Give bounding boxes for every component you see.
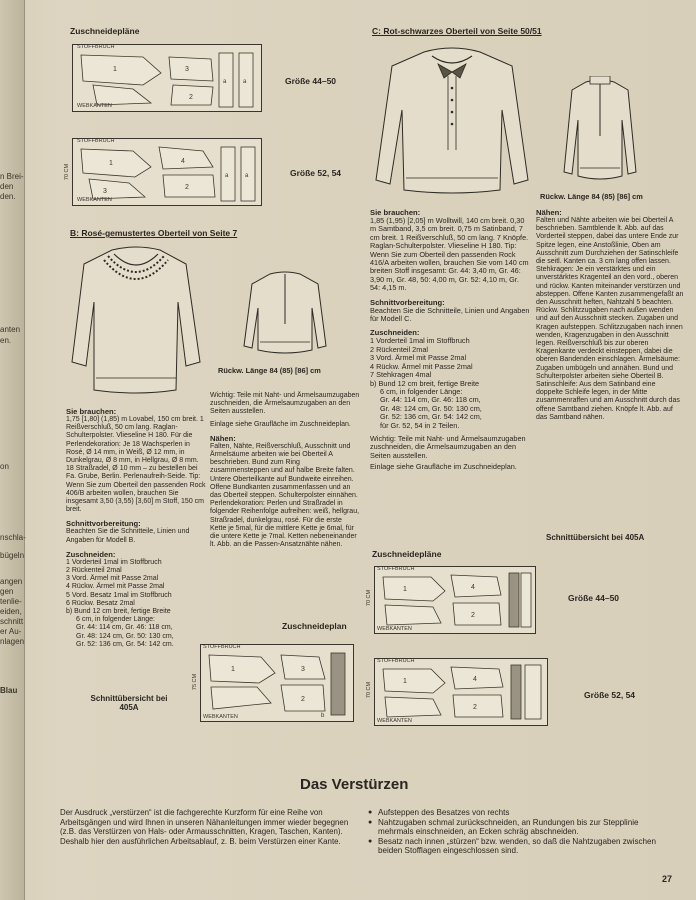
section-b-plan-title: Zuschneideplan: [282, 621, 347, 631]
verstuerzen-step: ● Nahtzugaben schmal zurückschneiden, an Rundungen bis zur Stepplinie mehrmals einschneiden, an Ecken schräg abschneiden.: [368, 818, 668, 837]
cutting-plan-44-50: [72, 44, 262, 112]
section-c-zusch-line: Gr. 44: 114 cm, Gr. 46: 118 cm,: [380, 395, 481, 405]
section-c-zusch-line: 4 Rückw. Ärmel mit Passe 2mal: [370, 361, 473, 371]
svg-text:3: 3: [301, 666, 305, 673]
section-c-title: C: Rot-schwarzes Oberteil von Seite 50/51: [372, 26, 542, 36]
prev-text: er Au-: [0, 627, 22, 636]
prev-text: bügeln: [0, 551, 25, 560]
section-b-vorb-title: Schnittvorbereitung:: [66, 519, 141, 529]
previous-page-edge: [0, 0, 25, 900]
verstuerzen-intro: Der Ausdruck „verstürzen“ ist die fachgerechte Kurzform für eine Reihe von Arbeitsgängen und wird Ihnen in unseren Nähanleitungen immer wieder begegnen (z.B. das Verstürzen von Hals- oder Armausschnitten, Kragen, Taschen, Kanten). Deshalb hier den ausführlichen Arbeitsablauf, z. B. beim Verstürzen einer Kante.: [60, 808, 349, 846]
plan-pieces: [201, 645, 353, 721]
plan-bottom-label: WEBKANTEN: [77, 103, 112, 109]
section-b-zusch-line: 3 Vord. Ärmel mit Passe 2mal: [66, 575, 159, 583]
prev-text: on: [0, 462, 9, 471]
section-c-right-column: [536, 208, 684, 422]
verstuerzen-step: ● Aufsteppen des Besatzes von rechts: [368, 808, 668, 818]
section-c-brauchen-text: 1,85 (1,95) [2,05] m Wolltwill, 140 cm breit. 0,30 m Samtband, 3,5 cm breit. 0,75 m Satinband, 7 cm breit. 1 Reißverschluß, 50 cm lang. 7 Knöpfe. Raglan-Schulterpolster. Vlieseline H 180. Tip: Wenn Sie zum Oberteil den passenden Rock 416/A arbeiten wollen, brauchen Sie vom 140 cm breiten Stoff insgesamt: Gr. 44: 3,40 m, Gr. 46: 3,90 m, Gr. 48, 50: 4,00 m, Gr. 52: 4,10 m, Gr. 54: 4,15 m.: [370, 216, 529, 293]
verstuerzen-steps: [368, 808, 668, 856]
prev-text: nschla-: [0, 533, 26, 542]
section-c-overview: Schnittübersicht bei 405A: [546, 533, 645, 542]
section-b-vorb-text: Beachten Sie die Schnitteile, Linien und Angaben für Modell B.: [66, 528, 190, 544]
prev-text: en.: [0, 336, 12, 345]
section-c-zusch-line: 6 cm, in folgender Länge:: [380, 386, 463, 396]
svg-text:4: 4: [473, 676, 477, 683]
section-c-back-caption: Rückw. Länge 84 (85) [86] cm: [540, 192, 643, 201]
prev-text: nlagen: [0, 637, 25, 646]
plan-pieces: [73, 45, 261, 111]
svg-text:a: a: [225, 173, 229, 179]
section-b-zusch-line: 1 Vorderteil 1mal im Stoffbruch: [66, 558, 162, 566]
prev-text: den: [0, 182, 14, 191]
plan-top-label: STOFFBRUCH: [377, 658, 415, 664]
plan-bottom-label: WEBKANTEN: [377, 718, 412, 724]
front-garment-sketch-c: [372, 40, 532, 200]
section-b-zusch-line: 2 Rückenteil 2mal: [66, 567, 122, 575]
section-b-brauchen-title: Sie brauchen:: [66, 407, 117, 416]
section-c-cutting-plan-44-50: [366, 566, 536, 634]
section-c-zusch-line: 7 Stehkragen 4mal: [370, 370, 432, 380]
plan-bottom-label: WEBKANTEN: [203, 714, 238, 720]
section-c-wichtig: Wichtig: Teile mit Naht- und Ärmelsaumzugaben zuschneiden, die Ärmelsaumzugaben an den Seiten ausstellen.: [370, 433, 526, 460]
prev-text: angen: [0, 577, 23, 586]
back-garment-sketch-c: [560, 76, 640, 186]
prev-text: gen: [0, 587, 14, 596]
plan-top-label: STOFFBRUCH: [77, 138, 115, 144]
section-b-cutting-plan: [192, 644, 354, 722]
svg-text:4: 4: [181, 158, 185, 165]
cutting-plan-52-54: [64, 138, 262, 206]
svg-text:b: b: [321, 713, 325, 719]
svg-text:1: 1: [231, 666, 235, 673]
size-label-44-50: Größe 44–50: [285, 76, 337, 86]
section-b-right-column: [210, 392, 360, 549]
section-c-naehen-text: Falten und Nähte arbeiten wie bei Oberteil A beschrieben. Samtblende lt. Abb. auf das Vorderteil steppen, dabei das untere Ende zur Spitze legen, eine Anstoßlinie, Oben am Ausschnitt zum Durchziehen der Satinschleife die seitl. Kanten ca. 3 cm lang offen lassen. Stehkragen: Je ein verstärktes und ein unverstärktes Kragenteil an den vord., oberen und rückw. Kanten miteinander verstürzen und absteppen. Offene Kanten zusammengefaßt an den Ausschnitt heften, Nahtzahl 5 beachten. Rückw. Schlitzzugaben nach außen wenden und auf den Ausschnitt stecken. Zugaben und Kragen aufsteppen. Schlitzzugaben nach innen wenden, Kragenzugaben in den Ausschnitt legen. Reißverschluß bis zur oberen Kragenkante verdeckt einsteppen, dabei die oberen Bandenden einschlagen. Ärmelsäume: Zugaben umbügeln und annähen. Bund und Schulterpolster arbeiten siehe Oberteil B. Satinschleife: Aus dem Satinband eine doppelte Schleife legen, in der Mitte zusammenraffen und am Ausschnitt durch das offene Samtband ziehen. Knöpfe lt. Abb. auf das Samtband nähen.: [536, 217, 684, 421]
plan-width-label: 70 CM: [366, 681, 373, 699]
svg-text:1: 1: [403, 678, 407, 685]
section-b-brauchen-text: 1,75 [1,80] (1,85) m Lovabel, 150 cm breit. 1 Reißverschluß, 50 cm lang. Raglan-Schulterpolster. Vlieseline H 180. Für die Perlendekoration: Je 18 Wachsperlen in Rosé, Ø 14 mm, in Weiß, Ø 12 mm, in Dunkelgrau, Ø 8 mm, in Hellgrau, Ø 8 mm. 18 Straßradel, Ø 10 mm – zu bestellen bei Fa. Grube, Berlin. Perlenaufreih-Seide. Tip: Wenn Sie zum Oberteil den passenden Rock 406/B arbeiten wollen, brauchen Sie insgesamt 3,50 (3,55) [3,60] m Stoff, 150 cm breit.: [66, 416, 206, 514]
section-c-zusch-line: 1 Vorderteil 1mal im Stoffbruch: [370, 336, 470, 346]
size-label-52-54: Größe 52, 54: [290, 168, 342, 178]
plan-pieces: [375, 659, 547, 725]
section-b-left-column: [66, 407, 208, 649]
section-c-left-column: [370, 208, 530, 472]
section-b-zusch-line: 5 Vord. Besatz 1mal im Stoffbruch: [66, 591, 172, 599]
plan-pieces: [375, 567, 535, 633]
prev-text: Blau: [0, 686, 18, 695]
plan-pieces: [73, 139, 261, 205]
section-c-naehen-title: Nähen:: [536, 208, 562, 217]
section-c-vorb-title: Schnittvorbereitung:: [370, 297, 445, 307]
section-b-einlage: Einlage siehe Graufläche im Zuschneideplan.: [210, 420, 351, 428]
svg-text:2: 2: [189, 94, 193, 101]
section-c-size-52-54: Größe 52, 54: [584, 690, 636, 700]
svg-text:2: 2: [471, 612, 475, 619]
verstuerzen-step: ● Besatz nach innen „stürzen“ bzw. wenden, so daß die Nahtzugaben zwischen beiden Stofflagen eingeschlossen sind.: [368, 837, 668, 856]
prev-text: den.: [0, 192, 16, 201]
svg-text:1: 1: [113, 66, 117, 73]
svg-text:3: 3: [185, 66, 189, 73]
section-b-naehen-title: Nähen:: [210, 433, 236, 443]
section-c-brauchen-title: Sie brauchen:: [370, 208, 421, 217]
svg-text:1: 1: [403, 586, 407, 593]
section-b-zusch-line: Gr. 48: 124 cm, Gr. 50: 130 cm,: [76, 632, 174, 640]
plan-bottom-label: WEBKANTEN: [77, 197, 112, 203]
page-number: 27: [662, 874, 673, 884]
section-b-zusch-title: Zuschneiden:: [66, 549, 116, 559]
front-garment-sketch: [66, 242, 206, 402]
section-b-wichtig: Wichtig: Teile mit Naht- und Ärmelsaumzugaben zuschneiden, die Ärmelsaumzugaben an den Seiten ausstellen.: [210, 392, 360, 416]
section-b-zusch-line: 6 cm, in folgender Länge:: [76, 616, 155, 624]
section-c-size-44-50: Größe 44–50: [568, 593, 620, 603]
section-c-zusch-line: für Gr. 52, 54 in 2 Teilen.: [380, 420, 460, 430]
plan-top-label: STOFFBRUCH: [377, 566, 415, 572]
section-c-cutting-plan-52-54: [366, 658, 548, 726]
section-c-zusch-title: Zuschneiden:: [370, 328, 420, 338]
section-c-zusch-line: b) Bund 12 cm breit, fertige Breite: [370, 378, 480, 388]
svg-text:2: 2: [185, 184, 189, 191]
svg-text:3: 3: [103, 188, 107, 195]
plan-top-label: STOFFBRUCH: [77, 44, 115, 50]
prev-text: n Brei-: [0, 172, 24, 181]
plan-width-label: 75 CM: [192, 673, 199, 691]
svg-text:a: a: [243, 79, 247, 85]
svg-text:a: a: [223, 79, 227, 85]
section-b-zusch-line: 4 Rückw. Ärmel mit Passe 2mal: [66, 583, 165, 591]
section-c-zusch-line: 2 Rückenteil 2mal: [370, 344, 428, 354]
section-b-zusch-line: Gr. 44: 114 cm, Gr. 46: 118 cm,: [76, 624, 173, 632]
section-c-einlage: Einlage siehe Graufläche im Zuschneideplan.: [370, 462, 517, 472]
prev-text: eiden,: [0, 607, 22, 616]
svg-text:2: 2: [473, 704, 477, 711]
svg-text:1: 1: [109, 160, 113, 167]
section-b-naehen-text: Falten, Nähte, Reißverschluß, Ausschnitt und Ärmelsäume arbeiten wie bei Oberteil A beschrieben. Bund zum Ring zusammensteppen und auf halbe Breite falten. Untere Oberteilkante auf Bundweite einreihen. Offene Bundkanten zusammenfassen und an das Oberteil steppen. Schulterpolster einnähen. Perlendekoration: Perlen und Straßradel in folgender Reihenfolge aufreihen: weiß, hellgrau, Straßradel, dunkelgrau, rosé. Für die erste Kette je 5mal, für die mittlere Kette je 6mal, für die untere Kette je 7mal. Ketten nebeneinander lt. Abb. an die Passen-Ansatznähte nähen.: [210, 442, 360, 549]
section-b-overview: Schnittübersicht bei 405A: [90, 694, 168, 712]
top-left-plans-title: Zuschneidepläne: [70, 26, 140, 36]
section-b-zusch-line: 6 Rückw. Besatz 2mal: [66, 599, 135, 607]
section-c-zusch-line: Gr. 48: 124 cm, Gr. 50: 130 cm,: [380, 403, 482, 413]
back-garment-sketch: [240, 268, 330, 360]
prev-text: anten: [0, 325, 21, 334]
plan-bottom-label: WEBKANTEN: [377, 626, 412, 632]
section-c-vorb-text: Beachten Sie die Schnitteile, Linien und Angaben für Modell C.: [370, 305, 530, 324]
prev-text: tenlie-: [0, 597, 22, 606]
section-c-plans-title: Zuschneidepläne: [372, 549, 442, 559]
plan-width-label: 70 CM: [64, 163, 71, 181]
verstuerzen-title: Das Verstürzen: [300, 776, 409, 793]
section-c-zusch-line: 3 Vord. Ärmel mit Passe 2mal: [370, 353, 467, 363]
section-b-title: B: Rosé-gemustertes Oberteil von Seite 7: [70, 228, 238, 238]
svg-text:a: a: [245, 173, 249, 179]
svg-text:4: 4: [471, 584, 475, 591]
plan-width-label: 70 CM: [366, 589, 373, 607]
prev-text: schnitt: [0, 617, 24, 626]
svg-text:2: 2: [301, 696, 305, 703]
section-b-zusch-line: Gr. 52: 136 cm, Gr. 54: 142 cm.: [76, 640, 174, 648]
section-c-zusch-line: Gr. 52: 136 cm, Gr. 54: 142 cm,: [380, 412, 482, 422]
section-b-back-caption: Rückw. Länge 84 (85) [86] cm: [218, 366, 321, 375]
plan-top-label: STOFFBRUCH: [203, 644, 241, 650]
section-b-zusch-line: b) Bund 12 cm breit, fertige Breite: [66, 608, 171, 616]
